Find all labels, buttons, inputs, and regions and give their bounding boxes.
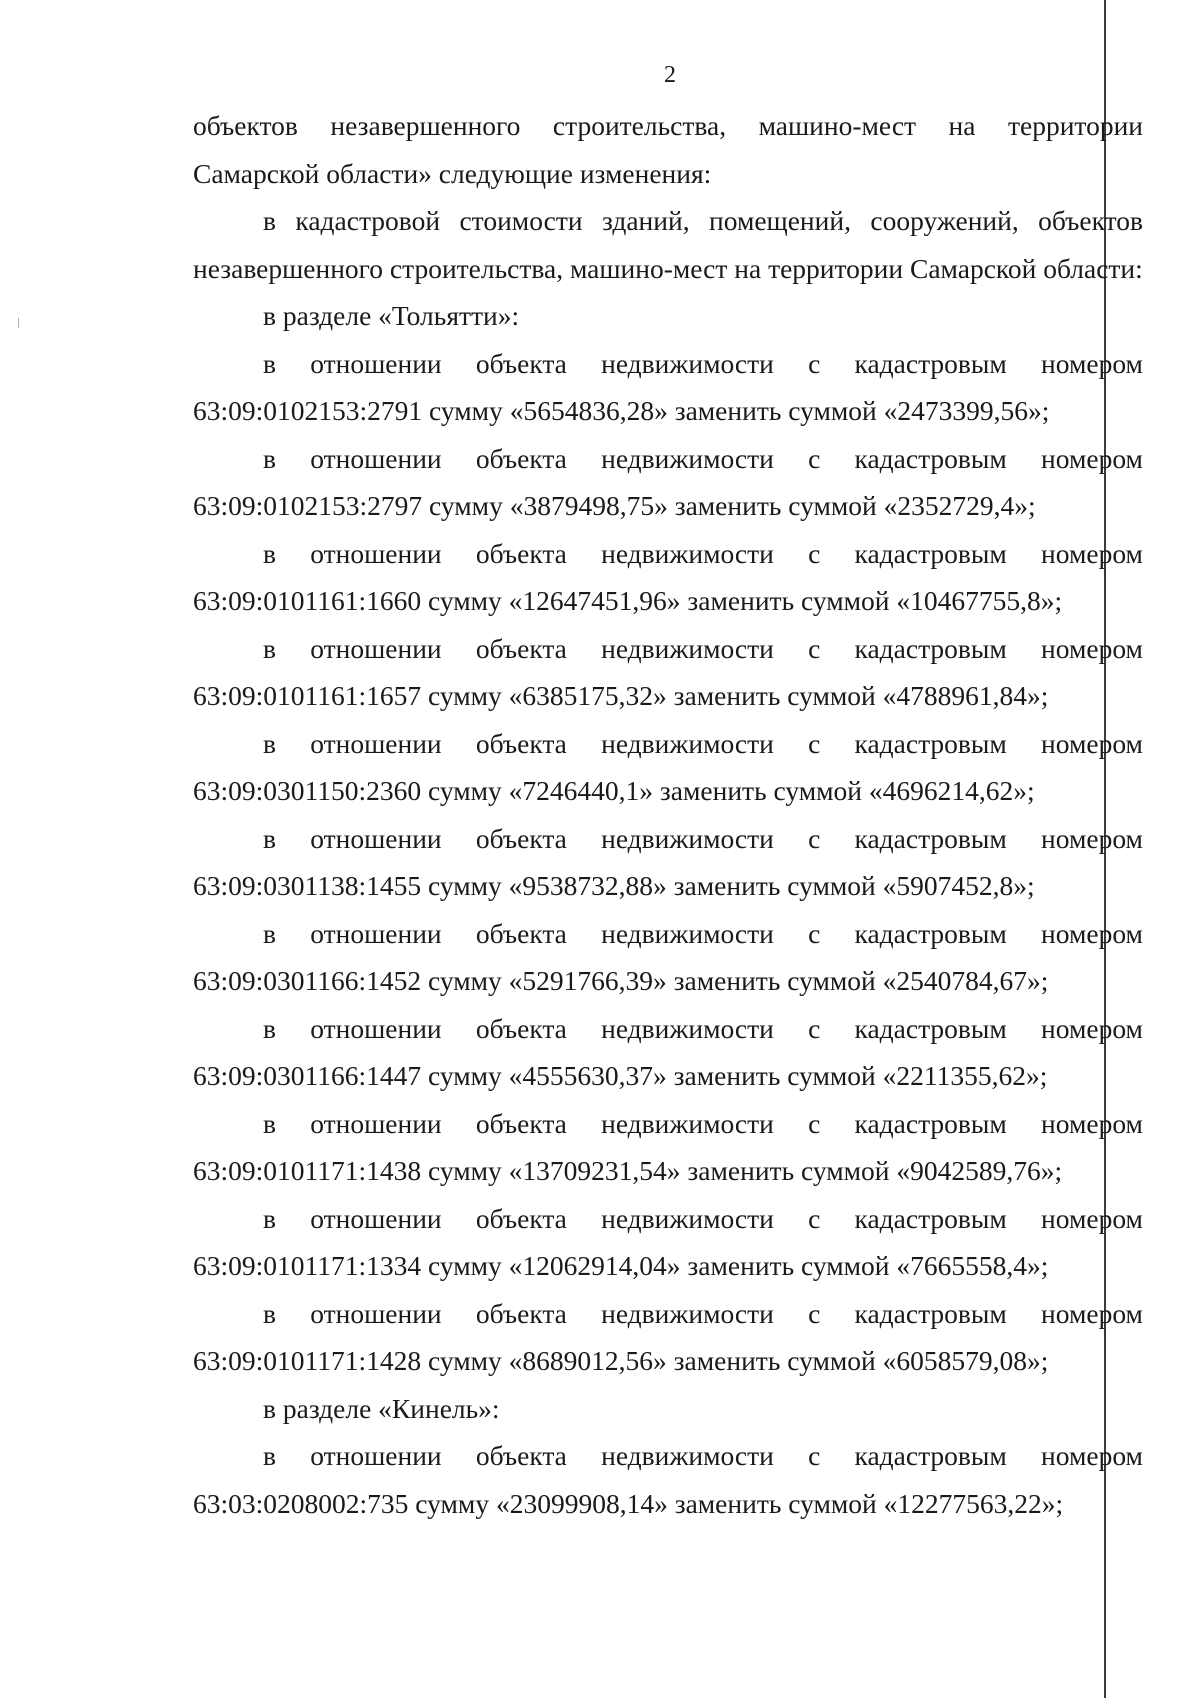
entry-lead-word: кадастровым (854, 1107, 1007, 1139)
entry-detail-line: 63:03:0208002:735 сумму «23099908,14» заменить суммой «12277563,22»; (193, 1487, 1064, 1519)
entry-detail-line: 63:09:0101161:1660 сумму «12647451,96» заменить суммой «10467755,8»; (193, 585, 1063, 616)
entry-lead-word: номером (1041, 1297, 1143, 1329)
entry-lead-word: номером (1041, 727, 1143, 759)
entry-lead-word: недвижимости (601, 1297, 774, 1329)
entry-lead-word: объекта (475, 1440, 567, 1471)
entry-lead-word: объекта (475, 822, 567, 854)
entry-lead-word: объекта (475, 1012, 567, 1044)
entry-lead-line (193, 1195, 1143, 1243)
entry-lead-word: отношении (310, 1440, 442, 1471)
entry-lead-word: в (263, 1107, 276, 1139)
entry-lead-line (193, 1005, 1143, 1053)
entry-lead-word: недвижимости (601, 1107, 774, 1139)
entry-lead-word: отношении (310, 347, 442, 379)
entry-lead-word: номером (1041, 1107, 1143, 1139)
entry-lead-line (193, 910, 1143, 958)
entry-lead-line (193, 1432, 1143, 1480)
entry-lead-word: объекта (475, 442, 567, 474)
entry-lead-word: недвижимости (601, 1012, 774, 1044)
sections-container (193, 292, 1143, 1527)
entry-lead-line (193, 815, 1143, 863)
entry-lead-word: кадастровым (854, 1012, 1007, 1044)
entry-lead-word: номером (1041, 347, 1143, 379)
amendment-entry (193, 1005, 1143, 1100)
entry-lead-word: в (263, 537, 276, 569)
change-paragraph: в кадастровой стоимости зданий, помещений, сооружений, объектов незавершенного строительства, машино-мест на территории Самарской области: (193, 205, 1143, 284)
entry-lead-word: объекта (475, 632, 567, 664)
intro-paragraph: объектов незавершенного строительства, машино-мест на территории Самарской области» следующие изменения: (193, 110, 1143, 189)
entry-lead-word: номером (1041, 537, 1143, 569)
entry-lead-word: кадастровым (854, 347, 1007, 379)
entry-lead-word: с (808, 1297, 821, 1329)
entry-lead-word: кадастровым (854, 537, 1007, 569)
entry-lead-word: с (808, 822, 821, 854)
document-body (193, 102, 1143, 1527)
entry-lead-word: в (263, 1297, 276, 1329)
amendment-entry (193, 1195, 1143, 1290)
entry-lead-word: в (263, 727, 276, 759)
entry-lead-word: отношении (310, 537, 442, 569)
entry-lead-word: номером (1041, 442, 1143, 474)
entry-lead-word: в (263, 1012, 276, 1044)
entry-lead-word: с (808, 1012, 821, 1044)
entry-lead-word: отношении (310, 1297, 442, 1329)
entry-lead-word: номером (1041, 1202, 1143, 1234)
entry-lead-word: номером (1041, 632, 1143, 664)
entry-lead-word: с (808, 347, 821, 379)
entry-lead-word: в (263, 822, 276, 854)
entry-lead-word: отношении (310, 1107, 442, 1139)
entry-lead-word: недвижимости (601, 822, 774, 854)
entry-lead-word: отношении (310, 1012, 442, 1044)
entry-lead-line (193, 1290, 1143, 1338)
entry-lead-word: с (808, 537, 821, 569)
entry-lead-word: кадастровым (854, 822, 1007, 854)
entry-lead-word: недвижимости (601, 632, 774, 664)
entry-lead-word: кадастровым (854, 727, 1007, 759)
entry-detail-line: 63:09:0101171:1334 сумму «12062914,04» заменить суммой «7665558,4»; (193, 1250, 1049, 1281)
entry-lead-word: кадастровым (854, 1202, 1007, 1234)
entry-detail-line: 63:09:0101171:1438 сумму «13709231,54» заменить суммой «9042589,76»; (193, 1155, 1063, 1186)
entry-lead-line (193, 720, 1143, 768)
entry-lead-word: отношении (310, 1202, 442, 1234)
entry-lead-line (193, 530, 1143, 578)
amendment-entry (193, 1290, 1143, 1385)
entry-detail-line: 63:09:0101161:1657 сумму «6385175,32» заменить суммой «4788961,84»; (193, 680, 1049, 711)
entry-lead-line (193, 435, 1143, 483)
entry-lead-word: недвижимости (601, 1440, 774, 1471)
entry-lead-word: недвижимости (601, 727, 774, 759)
entry-lead-word: с (808, 727, 821, 759)
entry-lead-word: кадастровым (854, 442, 1007, 474)
amendment-entry (193, 435, 1143, 530)
entry-detail-line: 63:09:0301138:1455 сумму «9538732,88» заменить суммой «5907452,8»; (193, 870, 1035, 901)
entry-lead-word: недвижимости (601, 537, 774, 569)
entry-detail-line: 63:09:0301166:1452 сумму «5291766,39» заменить суммой «2540784,67»; (193, 965, 1049, 996)
entry-lead-word: отношении (310, 727, 442, 759)
entry-detail-line: 63:09:0301150:2360 сумму «7246440,1» заменить суммой «4696214,62»; (193, 775, 1035, 806)
entry-lead-line (193, 340, 1143, 388)
entry-lead-word: в (263, 1440, 276, 1471)
page-number: 2 (664, 62, 676, 88)
amendment-entry (193, 625, 1143, 720)
entry-detail-line: 63:09:0301166:1447 сумму «4555630,37» заменить суммой «2211355,62»; (193, 1060, 1048, 1091)
entry-lead-word: объекта (475, 347, 567, 379)
entry-lead-word: с (808, 442, 821, 474)
amendment-entry (193, 720, 1143, 815)
entry-lead-word: кадастровым (854, 632, 1007, 664)
amendment-entry (193, 1100, 1143, 1195)
entry-lead-word: кадастровым (854, 1297, 1007, 1329)
entry-lead-word: объекта (475, 1107, 567, 1139)
entry-lead-word: с (808, 1202, 821, 1234)
entry-lead-word: в (263, 632, 276, 664)
entry-lead-line (193, 625, 1143, 673)
amendment-entry (193, 340, 1143, 435)
entry-lead-word: в (263, 917, 276, 949)
entry-lead-word: с (808, 632, 821, 664)
entry-detail-line: 63:09:0102153:2791 сумму «5654836,28» заменить суммой «2473399,56»; (193, 395, 1050, 426)
entry-lead-word: недвижимости (601, 1202, 774, 1234)
entry-lead-word: отношении (310, 822, 442, 854)
entry-detail-line: 63:09:0101171:1428 сумму «8689012,56» заменить суммой «6058579,08»; (193, 1345, 1049, 1376)
amendment-entry (193, 530, 1143, 625)
entry-lead-word: кадастровым (854, 1440, 1007, 1471)
entry-lead-word: в (263, 442, 276, 474)
entry-lead-word: отношении (310, 442, 442, 474)
entry-lead-word: объекта (475, 537, 567, 569)
entry-lead-word: с (808, 917, 821, 949)
entry-detail-line: 63:09:0102153:2797 сумму «3879498,75» заменить суммой «2352729,4»; (193, 490, 1036, 521)
entry-lead-word: недвижимости (601, 917, 774, 949)
entry-lead-word: в (263, 347, 276, 379)
entry-lead-word: номером (1041, 1012, 1143, 1044)
entry-lead-word: отношении (310, 917, 442, 949)
entry-lead-word: объекта (475, 1297, 567, 1329)
entry-lead-word: с (808, 1440, 821, 1471)
section-heading: в разделе «Кинель»: (263, 1392, 500, 1424)
amendment-entry (193, 815, 1143, 910)
scan-speck (18, 318, 19, 328)
entry-lead-word: объекта (475, 917, 567, 949)
entry-lead-word: кадастровым (854, 917, 1007, 949)
entry-lead-word: номером (1041, 917, 1143, 949)
entry-lead-word: недвижимости (601, 442, 774, 474)
entry-lead-word: недвижимости (601, 347, 774, 379)
entry-lead-word: отношении (310, 632, 442, 664)
amendment-entry (193, 1432, 1143, 1527)
section-heading: в разделе «Тольятти»: (263, 300, 520, 331)
entry-lead-word: в (263, 1202, 276, 1234)
entry-lead-line (193, 1100, 1143, 1148)
amendment-entry (193, 910, 1143, 1005)
entry-lead-word: с (808, 1107, 821, 1139)
entry-lead-word: номером (1041, 1440, 1143, 1471)
entry-lead-word: номером (1041, 822, 1143, 854)
entry-lead-word: объекта (475, 727, 567, 759)
entry-lead-word: объекта (475, 1202, 567, 1234)
